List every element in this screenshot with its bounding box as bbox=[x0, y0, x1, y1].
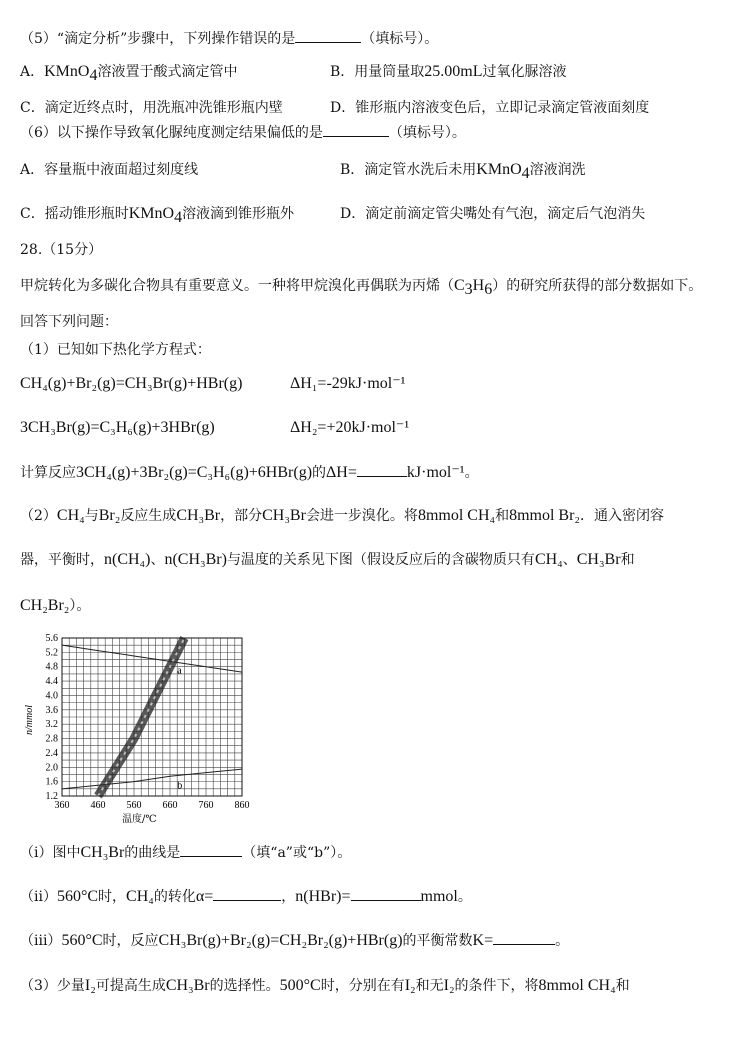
y-tick-label: 3.6 bbox=[45, 704, 58, 716]
q28-part3: （3）少量I₂可提高生成CH₃Br的选择性。500°C时，分别在有I₂和无I₂的条件下，将8mmol CH₄和 bbox=[20, 977, 630, 994]
curve-answer-blank[interactable] bbox=[180, 842, 242, 857]
y-tick-label: 4.0 bbox=[45, 690, 58, 702]
x-tick-label: 560 bbox=[126, 800, 142, 811]
q5-answer-blank[interactable] bbox=[295, 28, 361, 43]
q6-option-c: C．摇动锥形瓶时KMnO$_4$溶液滴到锥形瓶外 bbox=[20, 205, 295, 226]
equation-2: 3CH₃Br(g)=C₃H₆(g)+3HBr(g) bbox=[20, 419, 215, 436]
q28-part1-calc: 计算反应3CH₄(g)+3Br₂(g)=C₃H₆(g)+6HBr(g)的ΔH= kJ·mol⁻¹。 bbox=[20, 464, 479, 481]
nhbr-blank[interactable] bbox=[351, 886, 421, 901]
curve-label-b: b bbox=[177, 780, 183, 792]
y-tick-label: 1.2 bbox=[45, 791, 58, 802]
q6-option-b: B．滴定管水洗后未用KMnO$_4$溶液润洗 bbox=[340, 161, 586, 182]
q28-answer-prompt: 回答下列问题： bbox=[20, 314, 118, 330]
y-tick-label: 2.0 bbox=[45, 762, 58, 774]
y-tick-label: 1.6 bbox=[45, 776, 58, 788]
q28-part2-line3: CH₂Br₂）。 bbox=[20, 597, 91, 614]
curve-label-a: a bbox=[177, 665, 182, 677]
chart-xlabel: 温度/℃ bbox=[122, 814, 157, 825]
k-answer-blank[interactable] bbox=[493, 930, 555, 945]
enthalpy-2: ΔH₂=+20kJ·mol⁻¹ bbox=[290, 419, 410, 436]
q28-sub-iii: （iii）560°C时，反应CH₃Br(g)+Br₂(g)=CH₂Br₂(g)+HBr(g)的平衡常数K= 。 bbox=[20, 932, 570, 949]
equation-1: CH₄(g)+Br₂(g)=CH₃Br(g)+HBr(g) bbox=[20, 375, 243, 392]
x-tick-label: 660 bbox=[162, 800, 178, 811]
q28-part2-line2: 器，平衡时，n(CH₄)、n(CH₃Br)与温度的关系见下图（假设反应后的含碳物质只有CH₄、CH₃Br和 bbox=[20, 551, 635, 568]
y-tick-label: 4.4 bbox=[45, 676, 58, 688]
q28-sub-ii: （ii）560°C时，CH₄的转化α= ，n(HBr)= mmol。 bbox=[20, 888, 472, 905]
q6-answer-blank[interactable] bbox=[323, 122, 389, 137]
x-tick-label: 360 bbox=[54, 800, 70, 811]
x-tick-label: 760 bbox=[198, 800, 214, 811]
q5-option-a: A．KMnO$_4$溶液置于酸式滴定管中 bbox=[20, 63, 238, 84]
q28-part2-line1: （2）CH₄与Br₂反应生成CH₃Br，部分CH₃Br会进一步溴化。将8mmol CH₄和8mmol Br₂．通入密闭容 bbox=[20, 507, 664, 524]
q5-option-c: C．滴定近终点时，用洗瓶冲洗锥形瓶内壁 bbox=[20, 100, 283, 116]
q5-option-b: B．用量筒量取25.00mL过氧化脲溶液 bbox=[330, 63, 567, 80]
y-tick-label: 2.8 bbox=[45, 733, 58, 745]
q28-part1-stem: （1）已知如下热化学方程式： bbox=[20, 342, 211, 358]
enthalpy-1: ΔH₁=-29kJ·mol⁻¹ bbox=[290, 375, 406, 392]
dh-answer-blank[interactable] bbox=[357, 462, 407, 477]
curve-b bbox=[62, 769, 242, 792]
y-tick-label: 3.2 bbox=[45, 719, 58, 731]
conversion-blank[interactable] bbox=[213, 886, 281, 901]
q5-stem: （5）“滴定分析”步骤中，下列操作错误的是 （填标号）。 bbox=[20, 28, 438, 49]
temperature-chart bbox=[20, 630, 260, 830]
y-tick-label: 2.4 bbox=[45, 747, 58, 759]
chart-grid bbox=[62, 638, 242, 796]
q28-intro: 甲烷转化为多碳化合物具有重要意义。一种将甲烷溴化再偶联为丙烯$(C_3H_6)$的研究所获得的部分数据如下。 bbox=[20, 277, 703, 298]
q28-number: 28.（15分） bbox=[20, 242, 103, 258]
chart-ylabel: n/mmol bbox=[24, 705, 35, 735]
y-tick-label: 4.8 bbox=[45, 661, 58, 673]
x-tick-label: 860 bbox=[234, 800, 250, 811]
q28-sub-i: （i）图中CH₃Br的曲线是 （填“a”或“b”）。 bbox=[20, 844, 352, 861]
q6-option-a: A．容量瓶中液面超过刻度线 bbox=[20, 162, 199, 178]
x-tick-label: 460 bbox=[90, 800, 106, 811]
curve-a bbox=[62, 645, 242, 672]
q6-stem: （6）以下操作导致氧化脲纯度测定结果偏低的是 （填标号）。 bbox=[20, 122, 466, 143]
y-tick-label: 5.6 bbox=[45, 633, 58, 644]
q5-option-d: D．锥形瓶内溶液变色后，立即记录滴定管液面刻度 bbox=[330, 100, 650, 116]
q6-option-d: D．滴定前滴定管尖嘴处有气泡，滴定后气泡消失 bbox=[340, 206, 646, 222]
y-tick-label: 5.2 bbox=[45, 647, 58, 659]
